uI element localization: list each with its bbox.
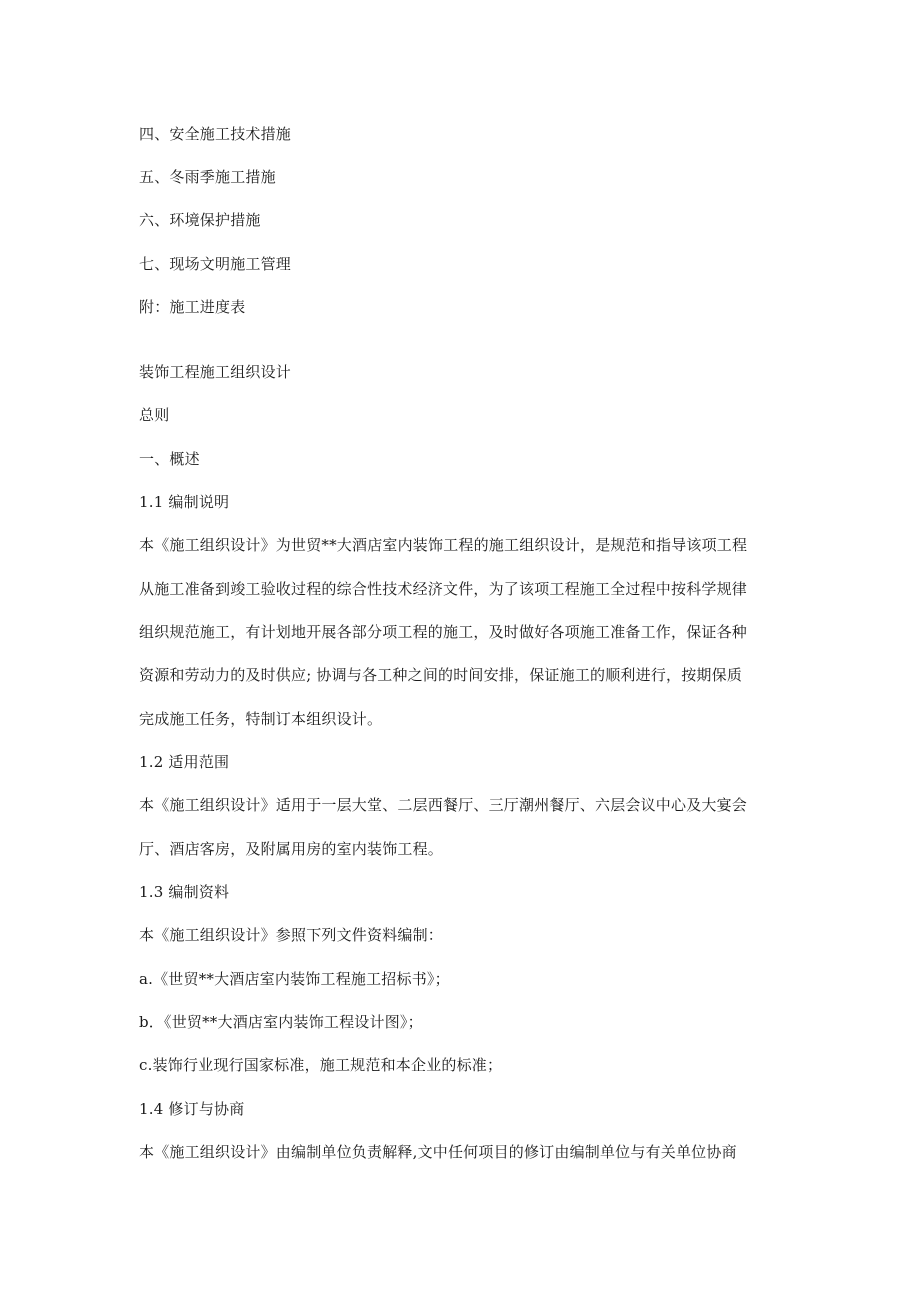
paragraph-line: 资源和劳动力的及时供应; 协调与各工种之间的时间安排，保证施工的顺利进行，按期保质 — [139, 666, 743, 684]
paragraph-line: 本《施工组织设计》由编制单位负责解释,文中任何项目的修订由编制单位与有关单位协商 — [139, 1143, 737, 1161]
paragraph-line: 本《施工组织设计》适用于一层大堂、二层西餐厅、三厅潮州餐厅、六层会议中心及大宴会 — [139, 796, 748, 814]
general-heading: 总则 — [139, 406, 170, 424]
toc-item-5: 五、冬雨季施工措施 — [139, 168, 276, 186]
section-1-heading: 一、概述 — [139, 450, 200, 468]
paragraph-line: 组织规范施工，有计划地开展各部分项工程的施工，及时做好各项施工准备工作，保证各种 — [139, 623, 748, 641]
paragraph-line: 本《施工组织设计》参照下列文件资料编制： — [139, 926, 444, 944]
list-item: b．《世贸**大酒店室内装饰工程设计图》； — [139, 1013, 423, 1031]
document-title: 装饰工程施工组织设计 — [139, 363, 292, 381]
section-1-2-heading: 1.2 适用范围 — [139, 753, 230, 771]
list-item: a.《世贸**大酒店室内装饰工程施工招标书》； — [139, 970, 450, 988]
section-1-4-heading: 1.4 修订与协商 — [139, 1100, 245, 1118]
section-1-3-heading: 1.3 编制资料 — [139, 883, 230, 901]
paragraph-line: 从施工准备到竣工验收过程的综合性技术经济文件，为了该项工程施工全过程中按科学规律 — [139, 580, 748, 598]
toc-item-6: 六、环境保护措施 — [139, 211, 261, 229]
paragraph-line: 厅、酒店客房，及附属用房的室内装饰工程。 — [139, 840, 444, 858]
toc-item-4: 四、安全施工技术措施 — [139, 125, 292, 143]
toc-appendix: 附：施工进度表 — [139, 298, 246, 316]
toc-item-7: 七、现场文明施工管理 — [139, 255, 292, 273]
paragraph-line: 本《施工组织设计》为世贸**大酒店室内装饰工程的施工组织设计，是规范和指导该项工程 — [139, 536, 748, 554]
section-1-1-heading: 1.1 编制说明 — [139, 493, 230, 511]
list-item: c.装饰行业现行国家标准，施工规范和本企业的标准； — [139, 1056, 503, 1074]
paragraph-line: 完成施工任务，特制订本组织设计。 — [139, 710, 383, 728]
